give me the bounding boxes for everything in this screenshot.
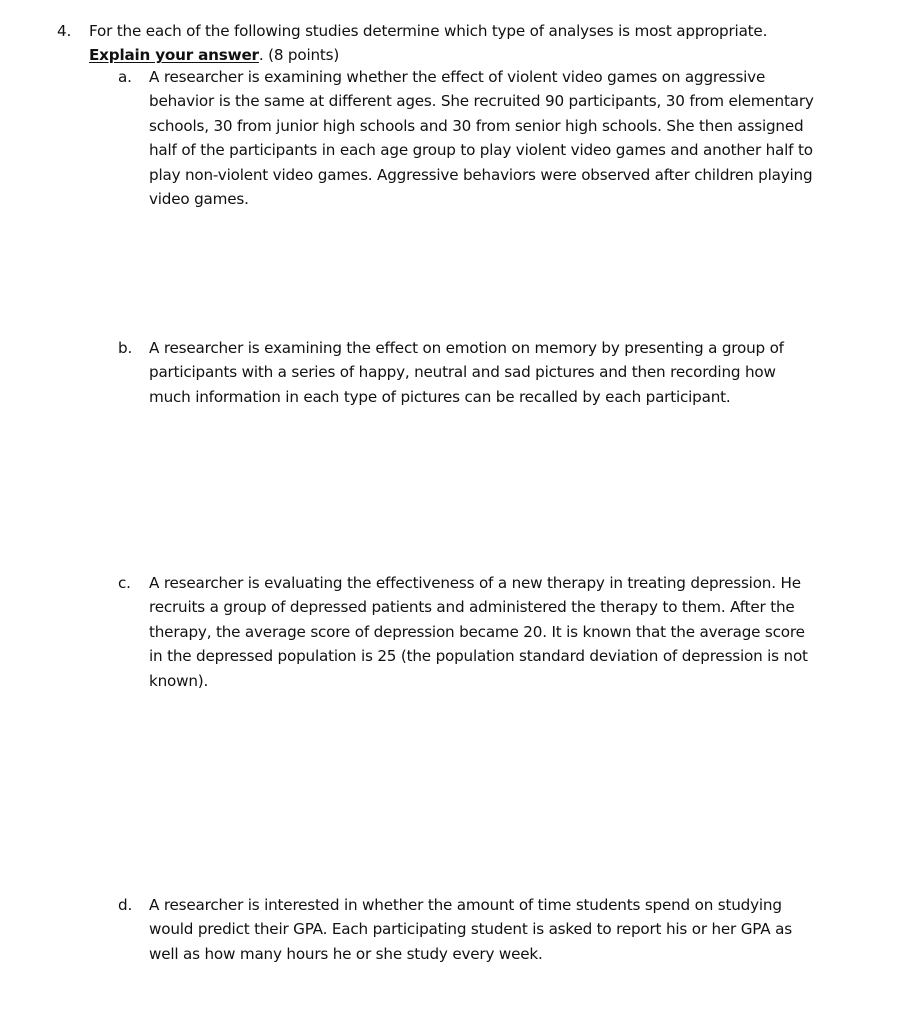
question-prompt <box>89 19 889 68</box>
part-label: a. <box>118 68 132 86</box>
question-number: 4. <box>57 22 72 40</box>
explain-answer-label: Explain your answer <box>89 46 259 65</box>
points-label: . (8 points) <box>258 46 340 65</box>
part-text: A researcher is examining whether the effect of violent video games on aggressive behavior is the same at different ages. She recruited 90 participants, 30 from elementary schools, 30 from junior high schools and 30 from senior high schools. She then assigned half of the participants in each age group to play violent video games and another half to play non-violent video games. Aggressive behaviors were observed after children playing video games. <box>149 68 814 209</box>
part-label: b. <box>118 339 133 357</box>
part-text: A researcher is evaluating the effectiveness of a new therapy in treating depression. He recruits a group of depressed patients and administered the therapy to them. After the therapy, the average score of depression became 20. It is known that the average score in the depressed population is 25 (the population standard deviation of depression is not known). <box>149 574 808 690</box>
part-text: A researcher is interested in whether the amount of time students spend on studying would predict their GPA. Each participating student is asked to report his or her GPA as well as how many hours he or she study every week. <box>149 896 792 963</box>
part-label: d. <box>118 896 133 914</box>
part-label: c. <box>118 574 131 592</box>
part-text: A researcher is examining the effect on emotion on memory by presenting a group of participants with a series of happy, neutral and sad pictures and then recording how much information in each type of pictures can be recalled by each participant. <box>149 339 784 406</box>
question-prompt-main: For the each of the following studies determine which type of analyses is most appropriate. <box>89 22 768 40</box>
